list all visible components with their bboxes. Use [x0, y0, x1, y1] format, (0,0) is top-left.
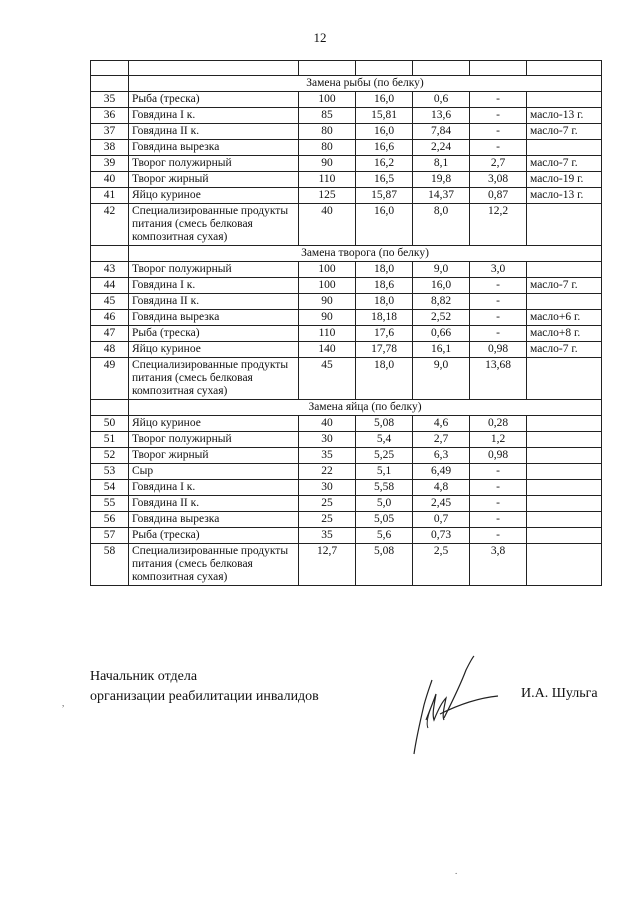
- row-number: 55: [91, 496, 129, 512]
- table-body: [91, 61, 602, 586]
- table-row: [91, 480, 602, 496]
- amount-cell: 30: [299, 432, 356, 448]
- note-cell: масло+8 г.: [527, 326, 602, 342]
- page-number: 12: [313, 30, 327, 45]
- note-cell: [527, 92, 602, 108]
- row-number: 54: [91, 480, 129, 496]
- header-cell: [356, 61, 413, 76]
- fat-cell: 7,84: [413, 124, 470, 140]
- product-name: Специализированные продукты питания (смесь белковая композитная сухая): [129, 358, 299, 400]
- product-name: Говядина вырезка: [129, 512, 299, 528]
- product-name: Творог полужирный: [129, 262, 299, 278]
- header-cell: [413, 61, 470, 76]
- note-cell: масло-7 г.: [527, 342, 602, 358]
- protein-cell: 16,5: [356, 172, 413, 188]
- carb-cell: -: [470, 326, 527, 342]
- table-row: [91, 108, 602, 124]
- note-cell: [527, 262, 602, 278]
- amount-cell: 12,7: [299, 544, 356, 586]
- fat-cell: 4,6: [413, 416, 470, 432]
- protein-cell: 5,25: [356, 448, 413, 464]
- table-row: [91, 512, 602, 528]
- row-number: 57: [91, 528, 129, 544]
- amount-cell: 90: [299, 294, 356, 310]
- table-row: [91, 172, 602, 188]
- table-row: [91, 278, 602, 294]
- fat-cell: 16,0: [413, 278, 470, 294]
- fat-cell: 19,8: [413, 172, 470, 188]
- product-name: Яйцо куриное: [129, 342, 299, 358]
- table-row: [91, 188, 602, 204]
- table-row: [91, 528, 602, 544]
- product-name: Говядина вырезка: [129, 310, 299, 326]
- table-header-row: [91, 61, 602, 76]
- note-cell: [527, 544, 602, 586]
- amount-cell: 140: [299, 342, 356, 358]
- carb-cell: -: [470, 480, 527, 496]
- amount-cell: 125: [299, 188, 356, 204]
- scan-speck: ,: [62, 698, 65, 708]
- table-row: [91, 294, 602, 310]
- note-cell: [527, 358, 602, 400]
- amount-cell: 110: [299, 172, 356, 188]
- note-cell: масло+6 г.: [527, 310, 602, 326]
- fat-cell: 13,6: [413, 108, 470, 124]
- row-number: 35: [91, 92, 129, 108]
- carb-cell: -: [470, 278, 527, 294]
- row-number: 58: [91, 544, 129, 586]
- amount-cell: 80: [299, 140, 356, 156]
- carb-cell: 0,87: [470, 188, 527, 204]
- product-name: Рыба (треска): [129, 92, 299, 108]
- handwritten-signature: [390, 650, 510, 760]
- fat-cell: 8,1: [413, 156, 470, 172]
- note-cell: [527, 140, 602, 156]
- row-number: 43: [91, 262, 129, 278]
- product-name: Говядина I к.: [129, 278, 299, 294]
- carb-cell: -: [470, 294, 527, 310]
- product-name: Говядина I к.: [129, 108, 299, 124]
- fat-cell: 8,0: [413, 204, 470, 246]
- food-replacement-table: [90, 60, 602, 586]
- table-row: [91, 92, 602, 108]
- product-name: Творог жирный: [129, 448, 299, 464]
- note-cell: [527, 528, 602, 544]
- protein-cell: 15,87: [356, 188, 413, 204]
- row-number: 56: [91, 512, 129, 528]
- amount-cell: 30: [299, 480, 356, 496]
- protein-cell: 5,0: [356, 496, 413, 512]
- carb-cell: -: [470, 464, 527, 480]
- product-name: Творог жирный: [129, 172, 299, 188]
- note-cell: [527, 448, 602, 464]
- amount-cell: 80: [299, 124, 356, 140]
- position-line-1: Начальник отдела: [90, 669, 198, 684]
- position-line-2: организации реабилитации инвалидов: [90, 689, 319, 704]
- table-row: [91, 416, 602, 432]
- note-cell: [527, 496, 602, 512]
- protein-cell: 5,05: [356, 512, 413, 528]
- scan-speck: .: [455, 866, 458, 876]
- section-spacer-cell: [91, 400, 129, 416]
- section-spacer-cell: [91, 246, 129, 262]
- amount-cell: 35: [299, 528, 356, 544]
- section-spacer-cell: [91, 76, 129, 92]
- amount-cell: 100: [299, 278, 356, 294]
- fat-cell: 9,0: [413, 358, 470, 400]
- protein-cell: 18,0: [356, 294, 413, 310]
- protein-cell: 18,0: [356, 262, 413, 278]
- row-number: 37: [91, 124, 129, 140]
- protein-cell: 18,0: [356, 358, 413, 400]
- protein-cell: 16,2: [356, 156, 413, 172]
- product-name: Говядина II к.: [129, 294, 299, 310]
- fat-cell: 8,82: [413, 294, 470, 310]
- fat-cell: 2,24: [413, 140, 470, 156]
- protein-cell: 5,1: [356, 464, 413, 480]
- table-row: [91, 124, 602, 140]
- carb-cell: 3,0: [470, 262, 527, 278]
- section-title: Замена рыбы (по белку): [129, 76, 602, 92]
- row-number: 52: [91, 448, 129, 464]
- carb-cell: -: [470, 92, 527, 108]
- protein-cell: 16,0: [356, 92, 413, 108]
- note-cell: [527, 464, 602, 480]
- row-number: 50: [91, 416, 129, 432]
- amount-cell: 110: [299, 326, 356, 342]
- fat-cell: 6,3: [413, 448, 470, 464]
- amount-cell: 22: [299, 464, 356, 480]
- amount-cell: 40: [299, 204, 356, 246]
- note-cell: масло-7 г.: [527, 278, 602, 294]
- protein-cell: 15,81: [356, 108, 413, 124]
- protein-cell: 5,58: [356, 480, 413, 496]
- product-name: Сыр: [129, 464, 299, 480]
- note-cell: [527, 432, 602, 448]
- carb-cell: -: [470, 108, 527, 124]
- section-title: Замена творога (по белку): [129, 246, 602, 262]
- carb-cell: 3,8: [470, 544, 527, 586]
- carb-cell: -: [470, 124, 527, 140]
- header-cell: [527, 61, 602, 76]
- row-number: 47: [91, 326, 129, 342]
- table-row: [91, 358, 602, 400]
- row-number: 41: [91, 188, 129, 204]
- header-cell: [470, 61, 527, 76]
- table-row: [91, 342, 602, 358]
- protein-cell: 5,08: [356, 544, 413, 586]
- table-row: [91, 432, 602, 448]
- table-row: [91, 496, 602, 512]
- fat-cell: 2,52: [413, 310, 470, 326]
- amount-cell: 90: [299, 156, 356, 172]
- note-cell: масло-19 г.: [527, 172, 602, 188]
- fat-cell: 0,6: [413, 92, 470, 108]
- amount-cell: 40: [299, 416, 356, 432]
- carb-cell: 12,2: [470, 204, 527, 246]
- row-number: 48: [91, 342, 129, 358]
- carb-cell: 2,7: [470, 156, 527, 172]
- carb-cell: 0,98: [470, 448, 527, 464]
- amount-cell: 100: [299, 262, 356, 278]
- row-number: 39: [91, 156, 129, 172]
- carb-cell: -: [470, 512, 527, 528]
- carb-cell: 1,2: [470, 432, 527, 448]
- protein-cell: 5,6: [356, 528, 413, 544]
- signer-name: И.А. Шульга: [521, 686, 598, 701]
- row-number: 44: [91, 278, 129, 294]
- note-cell: [527, 512, 602, 528]
- product-name: Яйцо куриное: [129, 416, 299, 432]
- carb-cell: -: [470, 528, 527, 544]
- note-cell: масло-7 г.: [527, 156, 602, 172]
- note-cell: [527, 204, 602, 246]
- carb-cell: 0,98: [470, 342, 527, 358]
- carb-cell: 0,28: [470, 416, 527, 432]
- product-name: Рыба (треска): [129, 528, 299, 544]
- amount-cell: 25: [299, 512, 356, 528]
- table-row: [91, 140, 602, 156]
- table-row: [91, 464, 602, 480]
- amount-cell: 45: [299, 358, 356, 400]
- table-row: [91, 262, 602, 278]
- row-number: 42: [91, 204, 129, 246]
- amount-cell: 35: [299, 448, 356, 464]
- product-name: Говядина вырезка: [129, 140, 299, 156]
- fat-cell: 2,5: [413, 544, 470, 586]
- table-row: [91, 310, 602, 326]
- amount-cell: 90: [299, 310, 356, 326]
- carb-cell: 13,68: [470, 358, 527, 400]
- fat-cell: 0,73: [413, 528, 470, 544]
- table-row: [91, 448, 602, 464]
- row-number: 46: [91, 310, 129, 326]
- row-number: 40: [91, 172, 129, 188]
- carb-cell: -: [470, 310, 527, 326]
- row-number: 45: [91, 294, 129, 310]
- row-number: 49: [91, 358, 129, 400]
- note-cell: масло-7 г.: [527, 124, 602, 140]
- protein-cell: 17,6: [356, 326, 413, 342]
- carb-cell: -: [470, 496, 527, 512]
- product-name: Говядина I к.: [129, 480, 299, 496]
- row-number: 36: [91, 108, 129, 124]
- amount-cell: 85: [299, 108, 356, 124]
- note-cell: масло-13 г.: [527, 188, 602, 204]
- product-name: Яйцо куриное: [129, 188, 299, 204]
- row-number: 51: [91, 432, 129, 448]
- protein-cell: 5,4: [356, 432, 413, 448]
- header-cell: [91, 61, 129, 76]
- header-cell: [129, 61, 299, 76]
- product-name: Рыба (треска): [129, 326, 299, 342]
- fat-cell: 2,7: [413, 432, 470, 448]
- fat-cell: 14,37: [413, 188, 470, 204]
- fat-cell: 9,0: [413, 262, 470, 278]
- fat-cell: 4,8: [413, 480, 470, 496]
- amount-cell: 100: [299, 92, 356, 108]
- fat-cell: 6,49: [413, 464, 470, 480]
- fat-cell: 0,7: [413, 512, 470, 528]
- amount-cell: 25: [299, 496, 356, 512]
- row-number: 53: [91, 464, 129, 480]
- fat-cell: 16,1: [413, 342, 470, 358]
- table-row: [91, 156, 602, 172]
- product-name: Специализированные продукты питания (смесь белковая композитная сухая): [129, 544, 299, 586]
- protein-cell: 16,6: [356, 140, 413, 156]
- section-header-row: [91, 246, 602, 262]
- signature-block-position: [90, 667, 319, 707]
- product-name: Говядина II к.: [129, 496, 299, 512]
- protein-cell: 18,18: [356, 310, 413, 326]
- fat-cell: 0,66: [413, 326, 470, 342]
- note-cell: [527, 294, 602, 310]
- protein-cell: 18,6: [356, 278, 413, 294]
- fat-cell: 2,45: [413, 496, 470, 512]
- table-row: [91, 204, 602, 246]
- product-name: Творог полужирный: [129, 432, 299, 448]
- table-row: [91, 326, 602, 342]
- protein-cell: 16,0: [356, 204, 413, 246]
- product-name: Творог полужирный: [129, 156, 299, 172]
- product-name: Специализированные продукты питания (смесь белковая композитная сухая): [129, 204, 299, 246]
- table-row: [91, 544, 602, 586]
- header-cell: [299, 61, 356, 76]
- row-number: 38: [91, 140, 129, 156]
- note-cell: масло-13 г.: [527, 108, 602, 124]
- section-header-row: [91, 400, 602, 416]
- note-cell: [527, 480, 602, 496]
- carb-cell: -: [470, 140, 527, 156]
- section-header-row: [91, 76, 602, 92]
- section-title: Замена яйца (по белку): [129, 400, 602, 416]
- note-cell: [527, 416, 602, 432]
- product-name: Говядина II к.: [129, 124, 299, 140]
- carb-cell: 3,08: [470, 172, 527, 188]
- protein-cell: 17,78: [356, 342, 413, 358]
- protein-cell: 16,0: [356, 124, 413, 140]
- protein-cell: 5,08: [356, 416, 413, 432]
